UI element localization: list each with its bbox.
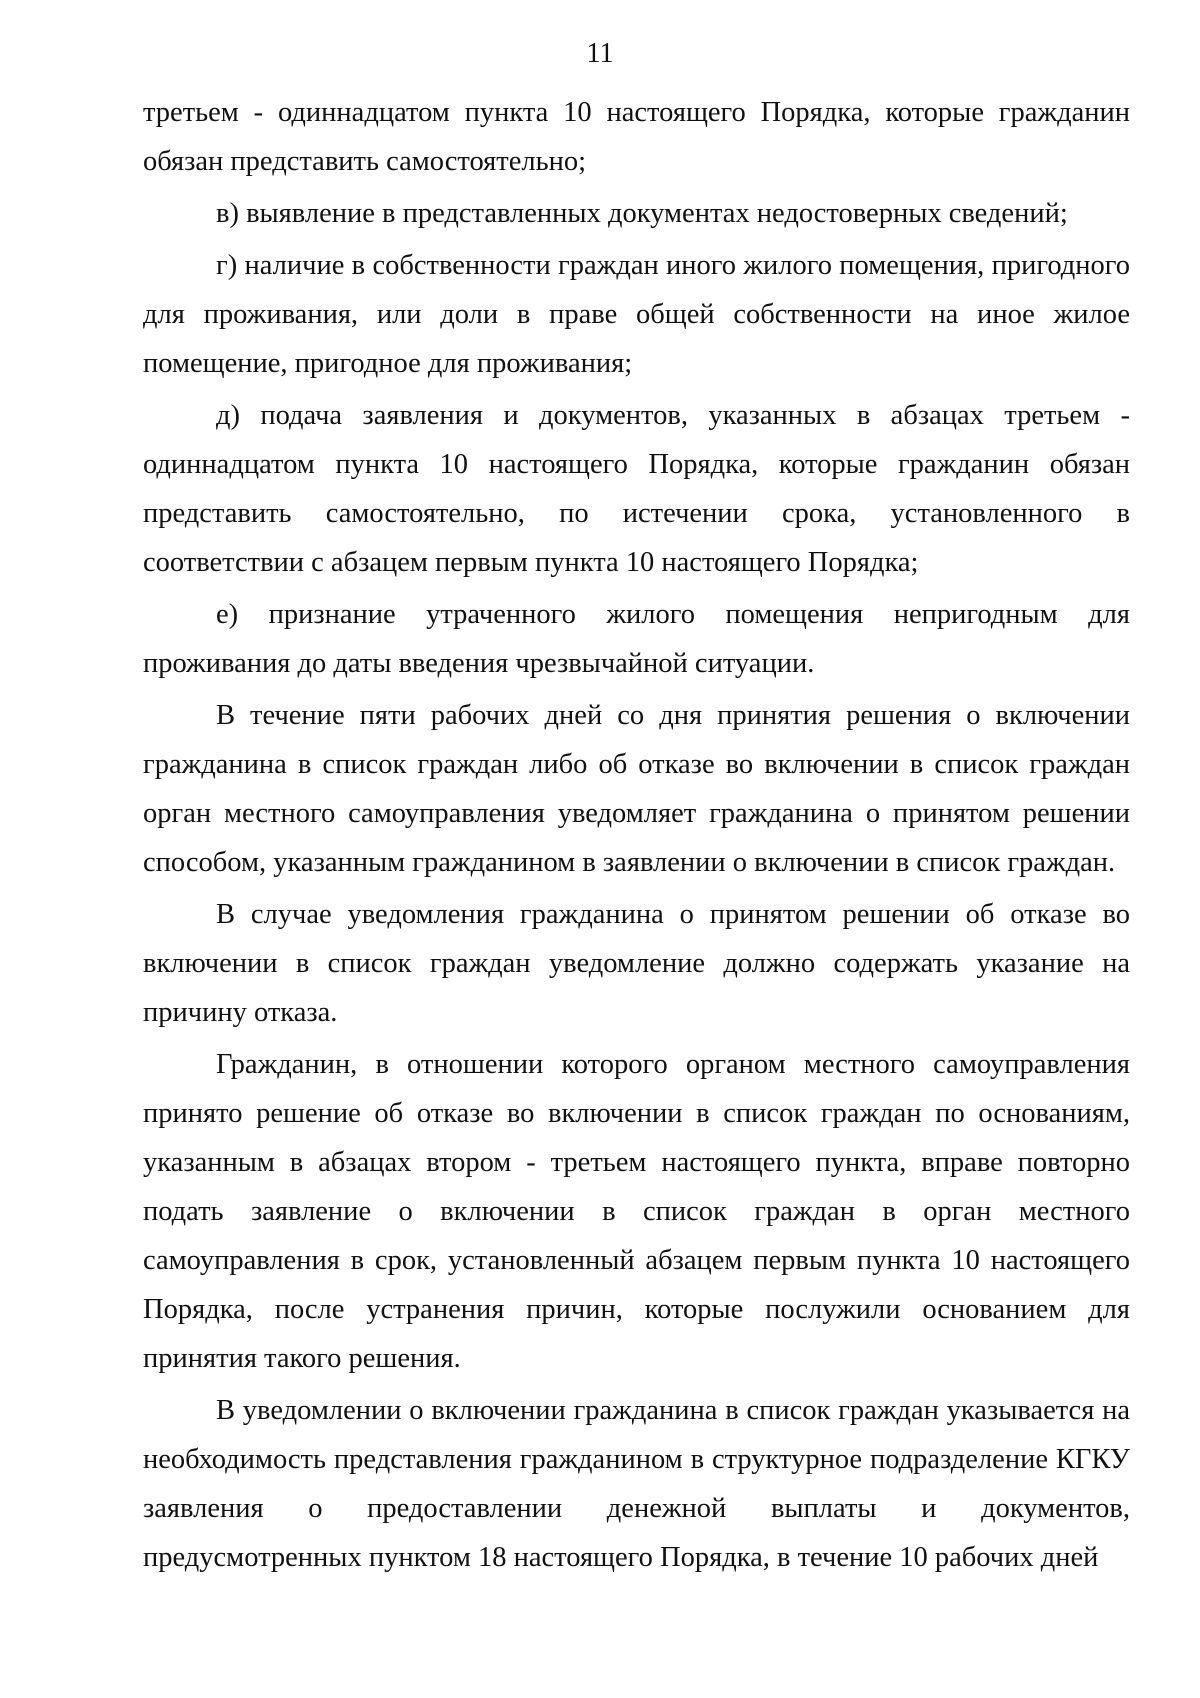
paragraph-continuation: третьем - одиннадцатом пункта 10 настоящего Порядка, которые гражданин обязан представить самостоятельно; [143, 97, 1130, 177]
paragraph-notification-term: В течение пяти рабочих дней со дня принятия решения о включении гражданина в список граждан либо об отказе во включении в список граждан орган местного самоуправления уведомляет гражданина о принятом решении способом, указанным гражданином в заявлении о включении в список граждан. [143, 700, 1130, 878]
paragraph-item-d: д) подача заявления и документов, указанных в абзацах третьем - одиннадцатом пункта 10 настоящего Порядка, которые гражданин обязан представить самостоятельно, по истечении срока, установленного в соответствии с абзацем первым пункта 10 настоящего Порядка; [143, 400, 1130, 578]
paragraph-refusal-notice: В случае уведомления гражданина о принятом решении об отказе во включении в список граждан уведомление должно содержать указание на причину отказа. [143, 899, 1130, 1028]
page-number: 11 [586, 38, 614, 69]
paragraph-item-v: в) выявление в представленных документах недостоверных сведений; [216, 198, 1068, 229]
paragraph-inclusion-notice: В уведомлении о включении гражданина в список граждан указывается на необходимость представления гражданином в структурное подразделение КГКУ заявления о предоставлении денежной выплаты и документов, предусмотренных пунктом 18 настоящего Порядка, в течение 10 рабочих дней [143, 1395, 1130, 1573]
document-body [143, 88, 1130, 1582]
paragraph-item-g: г) наличие в собственности граждан иного жилого помещения, пригодного для проживания, или доли в праве общей собственности на иное жилое помещение, пригодное для проживания; [143, 250, 1130, 379]
paragraph-reapplication: Гражданин, в отношении которого органом местного самоуправления принято решение об отказе во включении в список граждан по основаниям, указанным в абзацах втором - третьем настоящего пункта, вправе повторно подать заявление о включении в список граждан в орган местного самоуправления в срок, установленный абзацем первым пункта 10 настоящего Порядка, после устранения причин, которые послужили основанием для принятия такого решения. [143, 1049, 1130, 1374]
paragraph-item-e: е) признание утраченного жилого помещения непригодным для проживания до даты введения чрезвычайной ситуации. [143, 599, 1130, 679]
